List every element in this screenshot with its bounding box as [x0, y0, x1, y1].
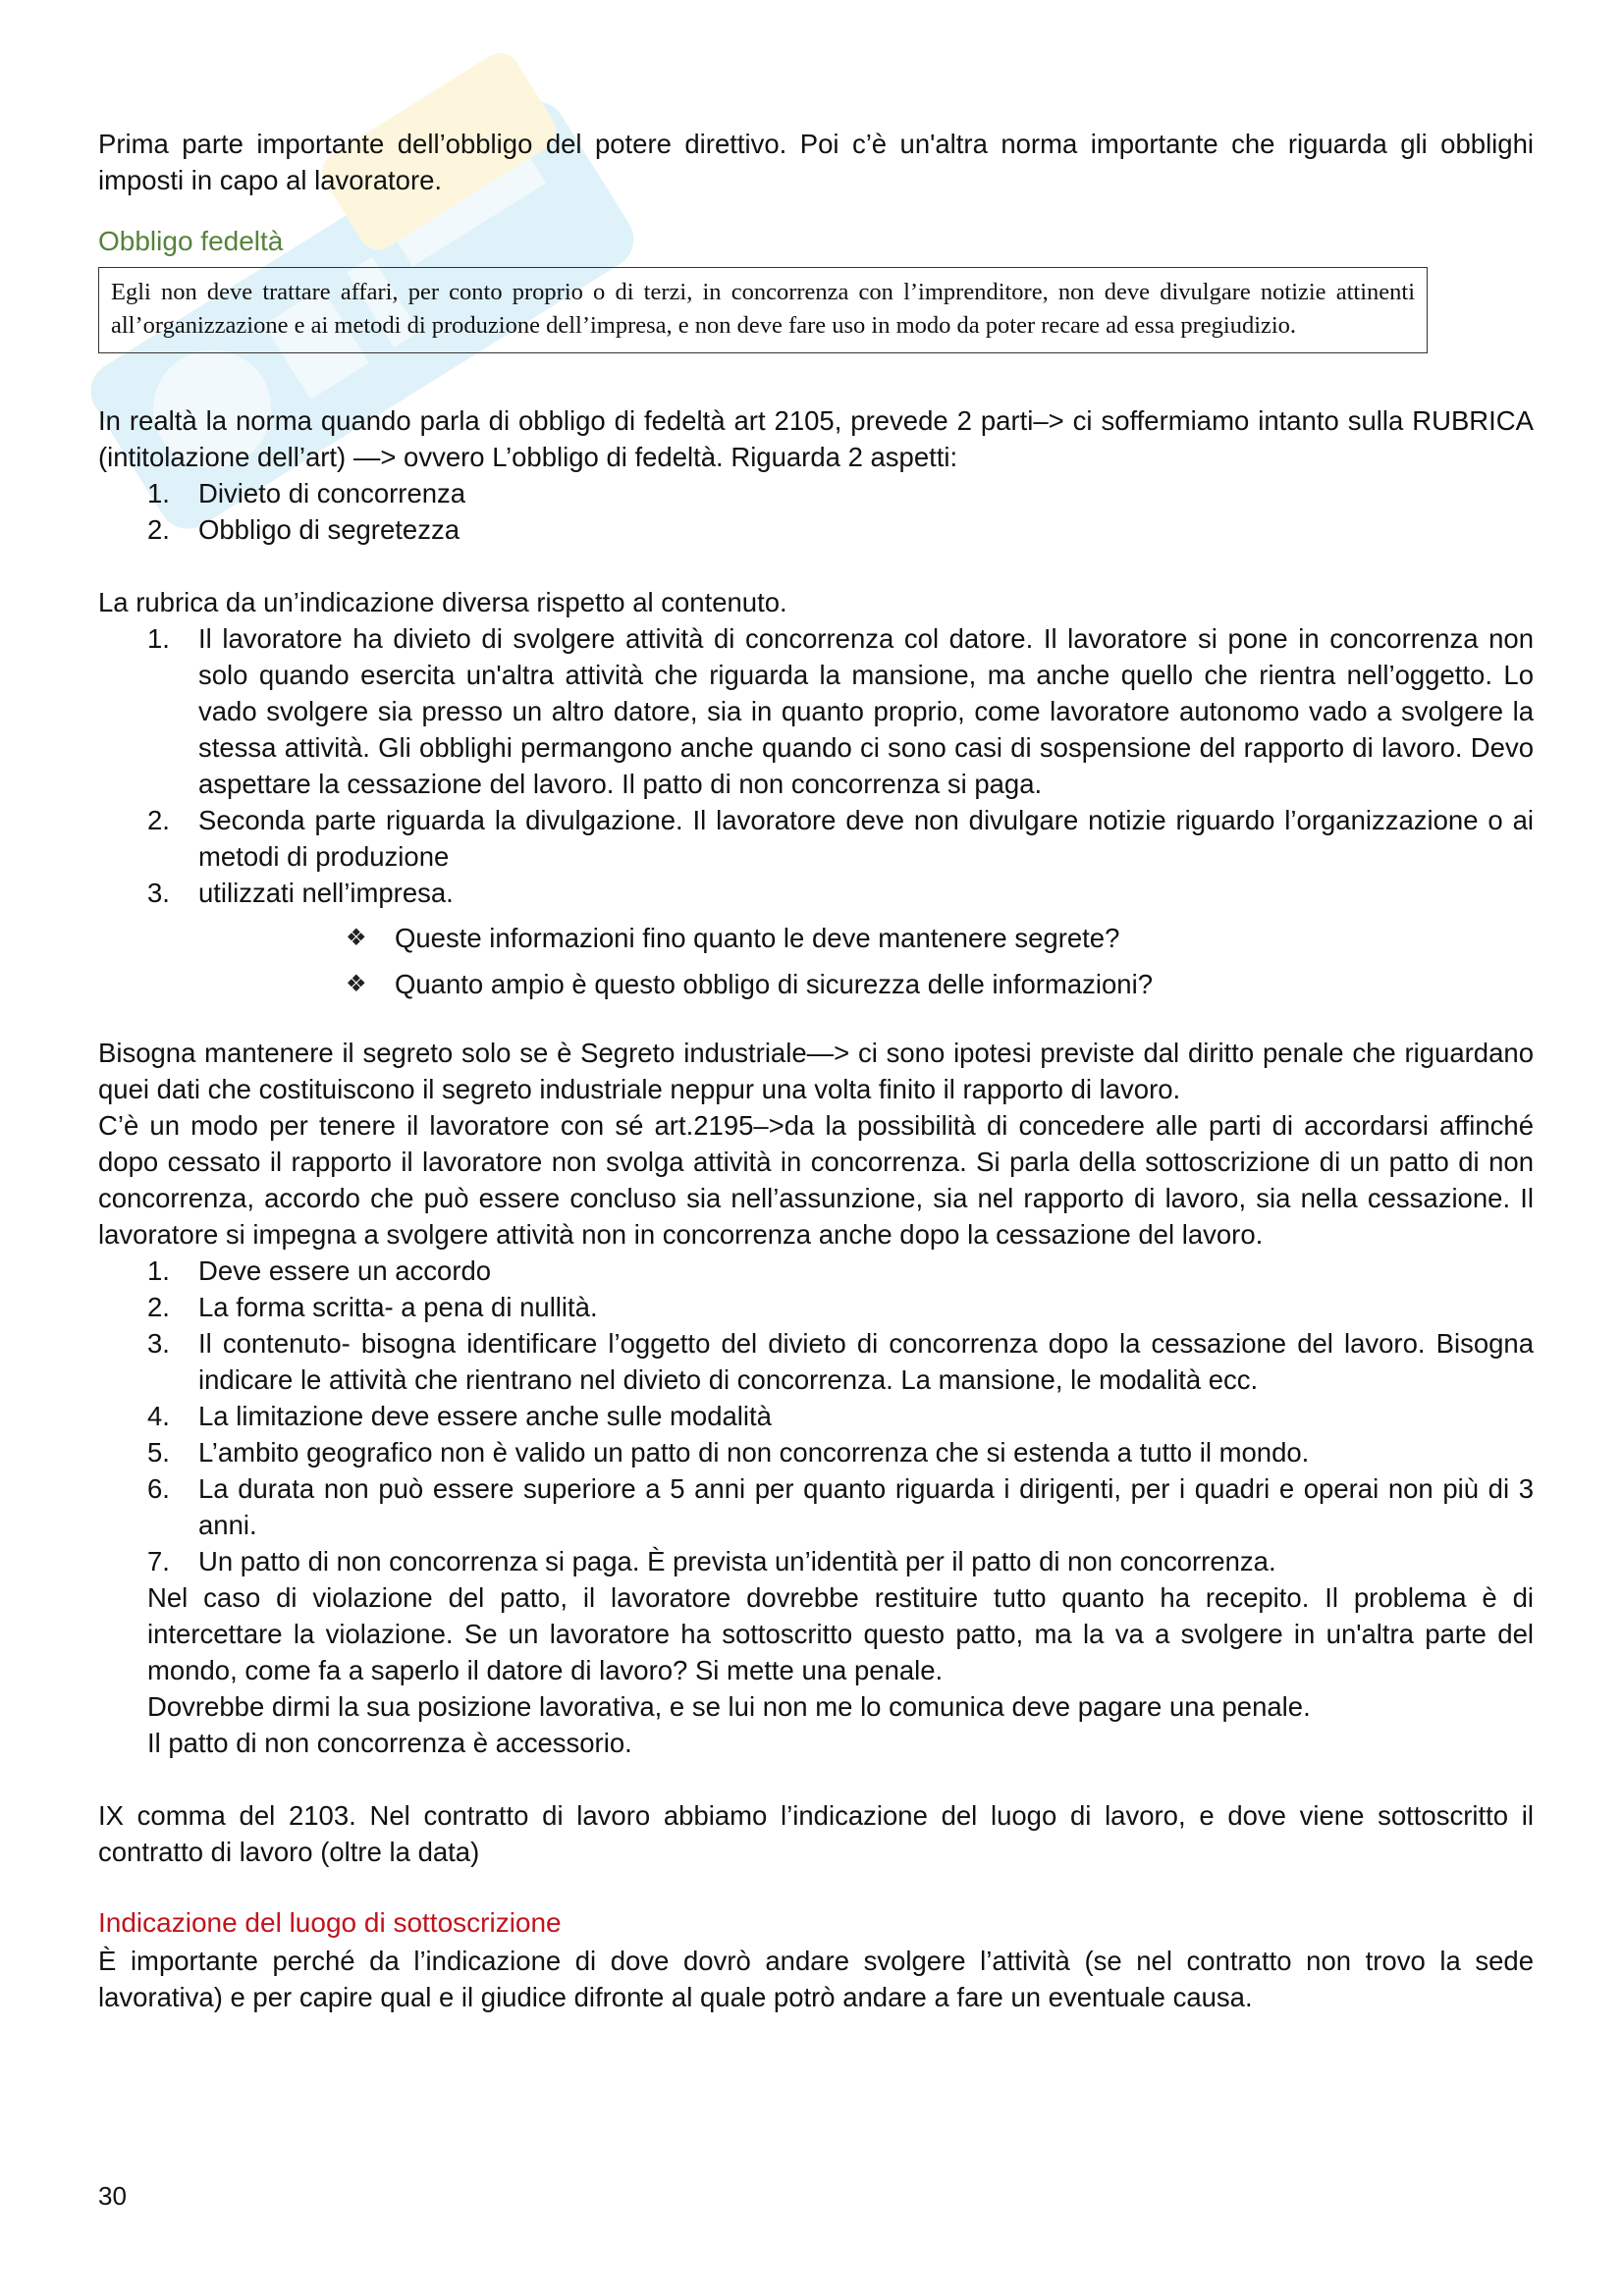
comma-paragraph: IX comma del 2103. Nel contratto di lavoro abbiamo l’indicazione del luogo di lavoro, e dove viene sottoscritto il contratto di lavoro (oltre la data) [98, 1800, 1534, 1867]
rubrica-list [98, 620, 1534, 911]
list-item: 5. L’ambito geografico non è valido un patto di non concorrenza che si estenda a tutto il mondo. [147, 1437, 1310, 1468]
list-item: 2. La forma scritta- a pena di nullità. [147, 1292, 598, 1322]
list-item: 1. Divieto di concorrenza [147, 478, 466, 508]
list-item: 6. La durata non può essere superiore a 5 anni per quanto riguarda i dirigenti, per i quadri e operai non più di 3 anni. [147, 1473, 1534, 1540]
patto-paragraph: C’è un modo per tenere il lavoratore con sé art.2195–>da la possibilità di concedere alle parti di accordarsi affinché dopo cessato il rapporto il lavoratore non svolga attività in concorrenza. Si parla della sottoscrizione di un patto di non concorrenza, accordo che può essere concluso sia nell’assunzione, sia nel rapporto di lavoro, sia nella cessazione. Il lavoratore si impegna a svolgere attività non in concorrenza anche dopo la cessazione del lavoro. [98, 1110, 1534, 1250]
diamond-bullet-icon: ❖ [346, 925, 367, 951]
section-heading-luogo-sottoscrizione: Indicazione del luogo di sottoscrizione [98, 1907, 562, 1938]
list-item: 1. Deve essere un accordo [147, 1255, 492, 1286]
requisiti-list [98, 1253, 1534, 1579]
list-item: 3. utilizzati nell’impresa. [147, 878, 454, 908]
norma-paragraph: In realtà la norma quando parla di obbligo di fedeltà art 2105, prevede 2 parti–> ci soffermiamo intanto sulla RUBRICA (intitolazione dell’art) —> ovvero L’obbligo di fedeltà. Riguarda 2 aspetti: [98, 405, 1534, 472]
aspetti-list [98, 475, 1534, 548]
domande-list [98, 915, 1534, 1007]
page-number: 30 [98, 2181, 127, 2211]
luogo-paragraph: È importante perché da l’indicazione di dove dovrò andare svolgere l’attività (se nel contratto non trovo la sede lavorativa) e per capire qual e il giudice difronte al quale potrò andare a fare un eventuale causa. [98, 1946, 1534, 2012]
list-item: 1. Il lavoratore ha divieto di svolgere attività di concorrenza col datore. Il lavoratore si pone in concorrenza non solo quando esercita un'altra attività che riguarda la mansione, ma anche quello che rientra nell’oggetto. Lo vado svolgere sia presso un altro datore, sia in quanto proprio, come lavoratore autonomo vado a svolgere la stessa attività. Gli obblighi permangono anche quando ci sono casi di sospensione del rapporto di lavoro. Devo aspettare la cessazione del lavoro. Il patto di non concorrenza si paga. [147, 623, 1534, 799]
section-heading-obbligo-fedelta: Obbligo fedeltà [98, 226, 284, 256]
list-item: 7. Un patto di non concorrenza si paga. È prevista un’identità per il patto di non concorrenza. [147, 1546, 1276, 1576]
legal-quote-box: Egli non deve trattare affari, per conto proprio o di terzi, in concorrenza con l’imprenditore, non deve divulgare notizie attinenti all’organizzazione e ai metodi di produzione dell’impresa, e non deve fare uso in modo da poter recare ad essa pregiudizio. [98, 267, 1428, 353]
list-item: 2. Seconda parte riguarda la divulgazione. Il lavoratore deve non divulgare notizie riguardo l’organizzazione o ai metodi di produzione [147, 805, 1534, 872]
intro-paragraph: Prima parte importante dell’obbligo del potere direttivo. Poi c’è un'altra norma importante che riguarda gli obblighi imposti in capo al lavoratore. [98, 129, 1534, 195]
list-item: ❖ Queste informazioni fino quanto le deve mantenere segrete? [98, 915, 1534, 961]
diamond-bullet-icon: ❖ [346, 971, 367, 997]
list-item: 4. La limitazione deve essere anche sulle modalità [147, 1401, 772, 1431]
accessorio-note: Il patto di non concorrenza è accessorio. [147, 1728, 632, 1758]
rubrica-paragraph: La rubrica da un’indicazione diversa rispetto al contenuto. [98, 587, 787, 617]
list-item: 3. Il contenuto- bisogna identificare l’oggetto del divieto di concorrenza dopo la cessazione del lavoro. Bisogna indicare le attività che rientrano nel divieto di concorrenza. La mansione, le modalità ecc. [147, 1328, 1534, 1395]
list-item: ❖ Quanto ampio è questo obbligo di sicurezza delle informazioni? [98, 961, 1534, 1007]
document-page [98, 126, 1534, 2015]
list-item: 2. Obbligo di segretezza [147, 514, 460, 545]
violazione-note: Nel caso di violazione del patto, il lavoratore dovrebbe restituire tutto quanto ha recepito. Il problema è di intercettare la violazione. Se un lavoratore ha sottoscritto questo patto, ma la va a svolgere in un'altra parte del mondo, come fa a saperlo il datore di lavoro? Si mette una penale. [147, 1582, 1534, 1685]
posizione-note: Dovrebbe dirmi la sua posizione lavorativa, e se lui non me lo comunica deve pagare una penale. [147, 1691, 1311, 1722]
segreto-paragraph: Bisogna mantenere il segreto solo se è Segreto industriale—> ci sono ipotesi previste dal diritto penale che riguardano quei dati che costituiscono il segreto industriale neppur una volta finito il rapporto di lavoro. [98, 1038, 1534, 1104]
